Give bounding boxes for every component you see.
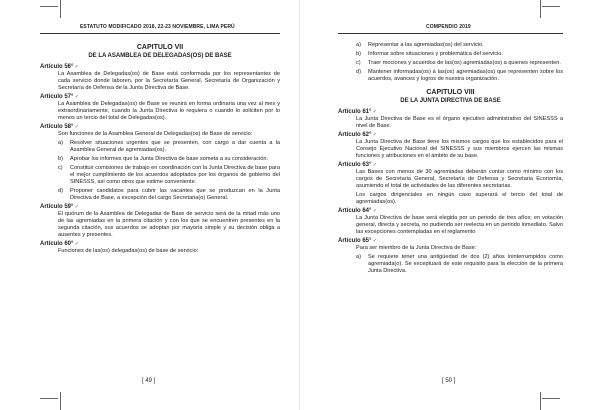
article-number: Artículo 64°	[338, 208, 372, 214]
item-label: b)	[58, 156, 63, 162]
item-label: d)	[58, 188, 63, 194]
crop-mark	[542, 398, 560, 399]
edit-mark-icon: ✓	[73, 204, 80, 210]
item-label: a)	[356, 254, 361, 260]
article-paragraph: Las Bases con menos de 30 agremiadas deberán contar como mínimo con los cargos de Secretaria General, Secretaría de Defensa y Secretaria Economía, asumiendo el total de actividades de las diferentes secretarias.	[356, 169, 563, 189]
chapter-title: CAPITULO VII	[136, 44, 184, 51]
article-paragraph: La Junta Directiva de Base es el órgano ejecutivo administrativo del SINESSS a nivel de Base.	[356, 116, 563, 129]
edit-mark-icon: ✓	[73, 94, 80, 100]
crop-mark	[60, 392, 61, 410]
article-paragraph: Funciones de las(os) delegadas(os) de base de servicio:	[58, 248, 199, 254]
function-list	[338, 42, 563, 83]
page-number: [ 49 ]	[142, 378, 156, 384]
list-item	[356, 254, 563, 275]
item-text: Mantener informadas(os) a las(os) agremiadas(os) que representen sobre los acuerdos, avances y logros de nuestra organización.	[368, 69, 563, 82]
list-item	[58, 140, 280, 154]
crop-mark	[40, 398, 58, 399]
article-number: Artículo 61°	[338, 109, 372, 115]
chapter-title: CAPITULO VIII	[426, 89, 475, 96]
list-item	[356, 42, 563, 49]
article-number: Artículo 65°	[338, 238, 372, 244]
article-heading	[338, 162, 563, 169]
list-item	[58, 165, 280, 186]
list-item	[58, 156, 280, 163]
edit-mark-icon: ✓	[371, 162, 378, 168]
article-number: Artículo 58°	[40, 124, 74, 130]
list-item	[356, 60, 563, 67]
item-label: a)	[356, 42, 361, 48]
header-rule	[338, 33, 563, 34]
page-number: [ 50 ]	[442, 378, 456, 384]
article-paragraph: La Asamblea de Delegadas(os) de Base está conformada por los representantes de cada servicio donde laboren, por la Secretaría General, Secretaría de Organización y Secretaría de Defensa de la Junta Directiva de Base.	[58, 71, 280, 91]
article-paragraph: La Asamblea de Delegadas(os) de Base se reunirá en forma ordinaria una vez al mes y extraordinariamente, cuando la Junta Directiva lo requiera o cuando lo soliciten por lo menos un tercio del total de Delegadas(os).	[58, 101, 280, 121]
article-paragraph: Para ser miembro de la Junta Directiva de Base:	[356, 245, 477, 251]
edit-mark-icon: ✓	[371, 132, 378, 138]
chapter-subtitle: DE LA ASAMBLEA DE DELEGADAS(OS) DE BASE	[88, 53, 232, 59]
article-number: Artículo 59°	[40, 204, 74, 210]
item-label: d)	[356, 69, 361, 75]
article-heading	[40, 241, 280, 248]
list-item	[58, 188, 280, 202]
running-header: COMPENDIO 2019	[426, 24, 471, 30]
article-heading	[40, 94, 280, 101]
page-body	[338, 42, 563, 277]
article-paragraph: Los cargos dirigenciales en ningún caso superará el tercio del total de agremiadas(os).	[356, 192, 563, 205]
article-paragraph: El quórum de la Asamblea de Delegadas de Base de servicio será de la mitad más uno de las agremiadas en la primera citación y con los que se encuentren presentes en la segunda citación, sus acuerdos se adoptan por mayoría simple y su decisión obliga a ausentes y presentes.	[58, 211, 280, 238]
item-label: b)	[356, 51, 361, 57]
header-rule	[40, 33, 280, 34]
right-page	[300, 0, 600, 410]
crop-mark	[60, 0, 61, 18]
article-paragraph: Son funciones de la Asamblea General de Delegadas(os) de Base de servicio:	[58, 131, 253, 137]
crop-mark	[40, 6, 58, 7]
item-text: Proponer candidatos para cubrir las vacantes que se produzcan en la Junta Directiva de Base, a excepción del cargo Secretaria(o) General.	[70, 188, 280, 201]
item-text: Aprobar los informes que la Junta Directiva de base someta a su consideración.	[70, 156, 269, 162]
article-number: Artículo 56°	[40, 64, 74, 70]
item-label: c)	[58, 165, 63, 171]
chapter-subtitle: DE LA JUNTA DIRECTIVA DE BASE	[400, 98, 501, 104]
edit-mark-icon: ✓	[371, 109, 378, 115]
article-number: Artículo 62°	[338, 132, 372, 138]
article-number: Artículo 63°	[338, 162, 372, 168]
article-number: Artículo 60°	[40, 241, 74, 247]
article-heading	[40, 204, 280, 211]
item-label: a)	[58, 140, 63, 146]
article-heading	[338, 208, 563, 215]
item-text: Resolver situaciones urgentes que se presenten, con cargo a dar cuenta a la Asamblea General de agremiadas(os).	[70, 140, 280, 153]
article-heading	[40, 124, 280, 131]
edit-mark-icon: ✓	[371, 238, 378, 244]
list-item	[356, 69, 563, 83]
item-text: Informar sobre situaciones y problemática del servicio.	[368, 51, 503, 57]
article-paragraph: La Junta Directiva de base será elegida por un periodo de tres años; en votación general, directa y secreta, no pudiendo ser reelecta en un periodo inmediato. Salvo las excepciones contempladas en el reglamento	[356, 215, 563, 235]
article-heading	[40, 64, 280, 71]
edit-mark-icon: ✓	[73, 124, 80, 130]
article-paragraph: La Junta Directiva de Base tiene los mismos cargos que los establecidos para el Consejo Ejecutivo Nacional del SINESSS y sus miembros ejercen las mismas funciones y atribuciones en el ámbito de su base.	[356, 139, 563, 159]
article-heading	[338, 238, 563, 245]
list-item	[356, 51, 563, 58]
article-heading	[338, 132, 563, 139]
item-text: Representar a las agremiadas(os) del servicio.	[368, 42, 484, 48]
crop-mark	[540, 0, 541, 18]
item-text: Traer mociones y acuerdos de las(os) agremiadas(os) a quienes representen.	[368, 60, 561, 66]
item-text: Se requiere tener una antigüedad de dos (2) años ininterrumpidos como agremiada(o). Se exceptuará de este requisito para la elección de la primera Junta Directiva.	[368, 254, 563, 274]
crop-mark	[540, 392, 541, 410]
item-label: c)	[356, 60, 361, 66]
article-heading	[338, 109, 563, 116]
running-header: ESTATUTO MODIFICADO 2018, 22-23 NOVIEMBRE, LIMA PERÚ	[80, 24, 235, 30]
edit-mark-icon: ✓	[73, 241, 80, 247]
page-body	[40, 44, 280, 257]
article-number: Artículo 57°	[40, 94, 74, 100]
edit-mark-icon: ✓	[371, 208, 378, 214]
item-text: Constituir comisiones de trabajo en coordinación con la Junta Directiva de base para el mejor cumplimiento de los acuerdos adoptados por los órganos de gobierno del SINESSS, así como otros que estime conveniente.	[70, 165, 280, 185]
crop-mark	[542, 6, 560, 7]
edit-mark-icon: ✓	[73, 64, 80, 70]
